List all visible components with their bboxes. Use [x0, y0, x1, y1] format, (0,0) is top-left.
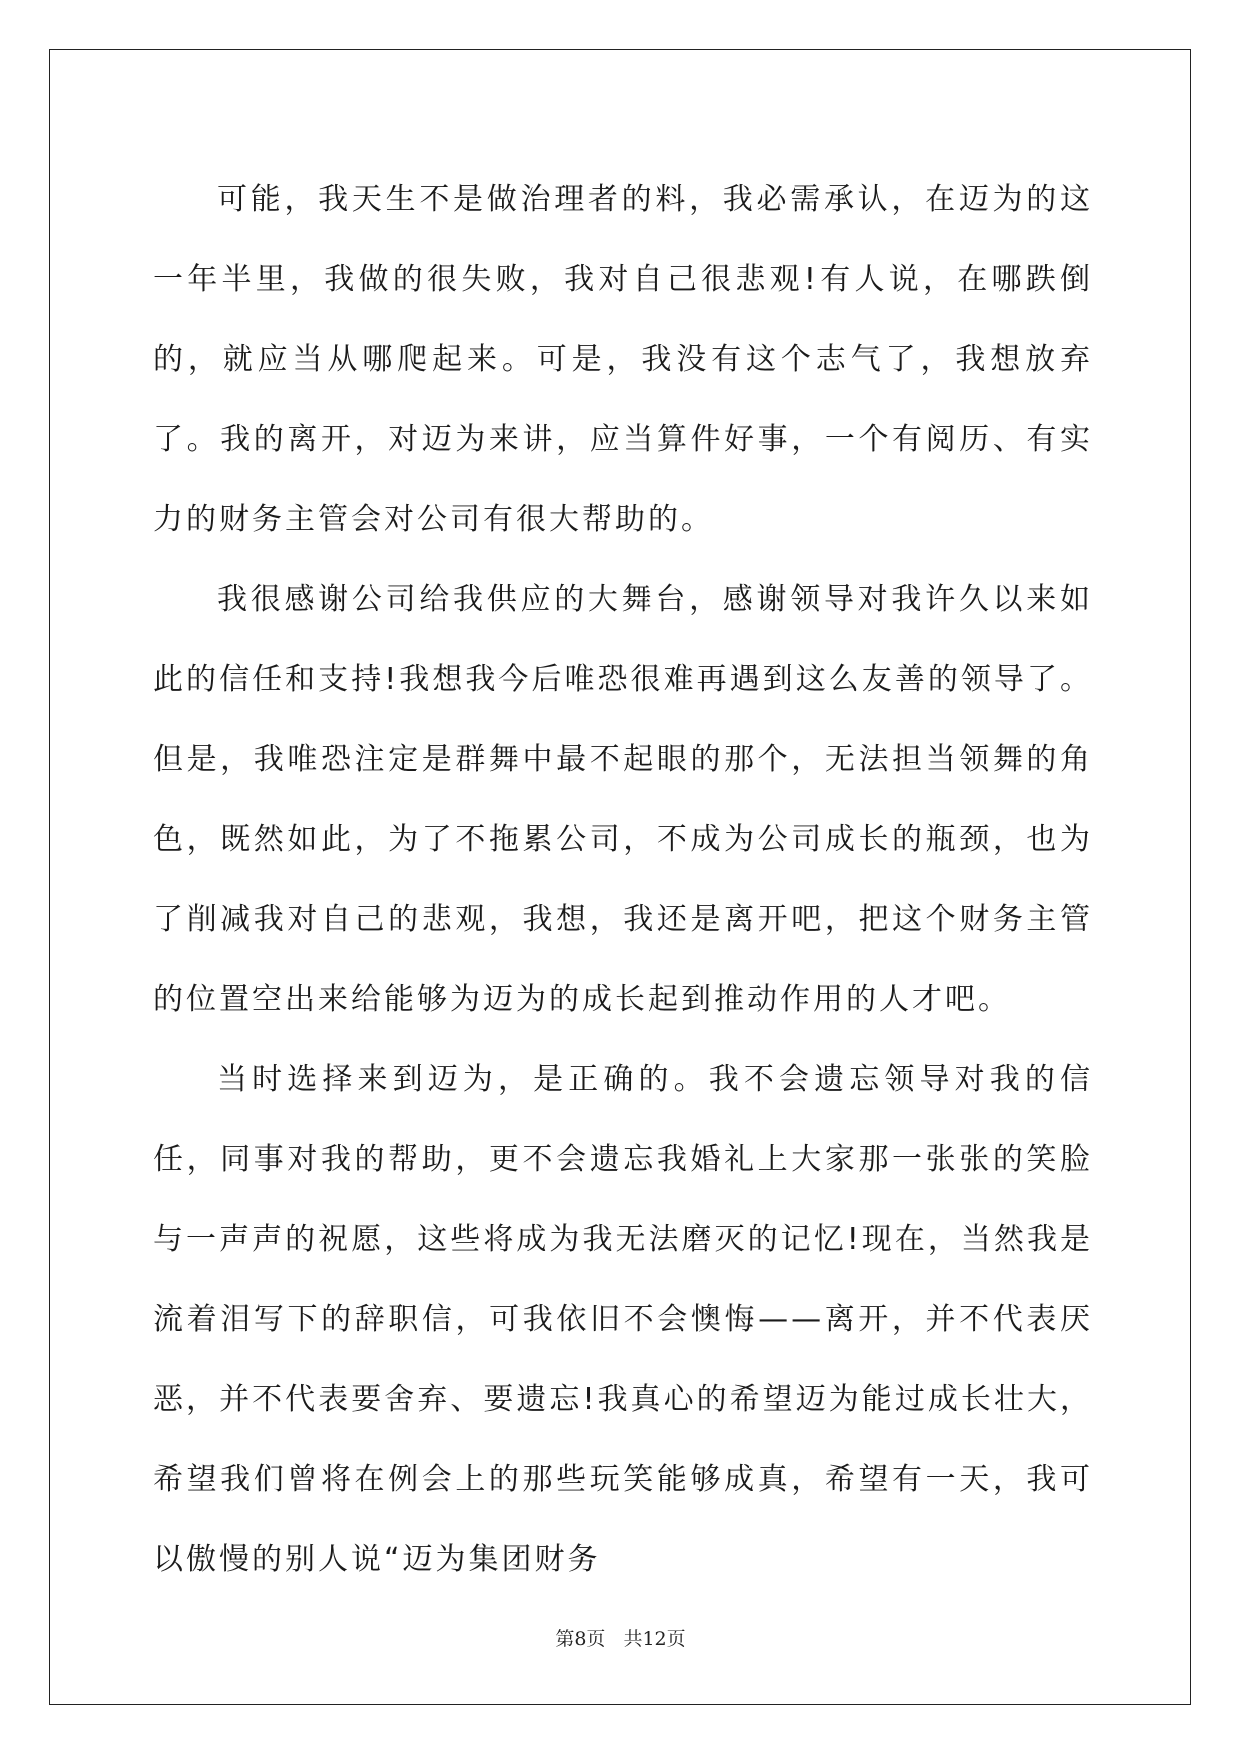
page-total: 共12页	[623, 1628, 686, 1650]
page-footer	[0, 1624, 1241, 1651]
paragraph-2: 我很感谢公司给我供应的大舞台，感谢领导对我许久以来如此的信任和支持!我想我今后唯恐很难再遇到这么友善的领导了。但是，我唯恐注定是群舞中最不起眼的那个，无法担当领舞的角色，既然如此，为了不拖累公司，不成为公司成长的瓶颈，也为了削减我对自己的悲观，我想，我还是离开吧，把这个财务主管的位置空出来给能够为迈为的成长起到推动作用的人才吧。	[153, 582, 1093, 1017]
document-body	[153, 160, 1093, 1600]
page-number: 第8页	[555, 1628, 606, 1650]
paragraph-1: 可能，我天生不是做治理者的料，我必需承认，在迈为的这一年半里，我做的很失败，我对自己很悲观!有人说，在哪跌倒的，就应当从哪爬起来。可是，我没有这个志气了，我想放弃了。我的离开，对迈为来讲，应当算件好事，一个有阅历、有实力的财务主管会对公司有很大帮助的。	[153, 182, 1093, 537]
paragraph-3: 当时选择来到迈为，是正确的。我不会遗忘领导对我的信任，同事对我的帮助，更不会遗忘我婚礼上大家那一张张的笑脸与一声声的祝愿，这些将成为我无法磨灭的记忆!现在，当然我是流着泪写下的辞职信，可我依旧不会懊悔——离开，并不代表厌恶，并不代表要舍弃、要遗忘!我真心的希望迈为能过成长壮大，希望我们曾将在例会上的那些玩笑能够成真，希望有一天，我可以傲慢的别人说“迈为集团财务	[153, 1062, 1093, 1577]
